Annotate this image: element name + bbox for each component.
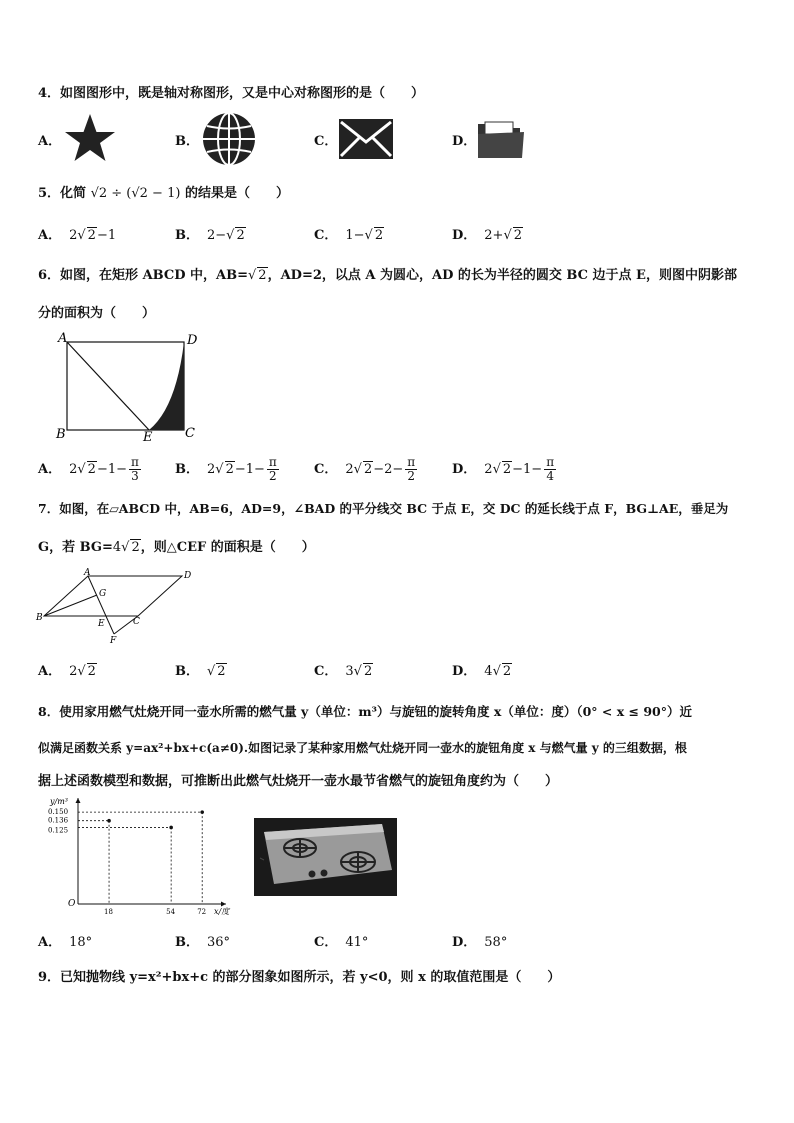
q7-option-a[interactable]: A． 2√ 2 xyxy=(38,660,97,679)
q8-option-a[interactable]: A． 18° xyxy=(38,935,93,950)
x-tick-label-1: 54 xyxy=(166,908,176,916)
x-axis-label: x/度 xyxy=(214,907,230,916)
q5-option-d[interactable]: D． 2+√ 2 xyxy=(452,224,523,243)
q6-option-a[interactable]: A． 2√ 2−1− $\frac{\pi}{3}$ xyxy=(38,456,143,483)
q4-option-b[interactable]: B． xyxy=(175,134,199,149)
segment-bg xyxy=(44,595,97,616)
label-f: F xyxy=(110,636,117,646)
q5-option-c[interactable]: C． 1−√ 2 xyxy=(314,224,384,243)
q8-option-c[interactable]: C． 41° xyxy=(314,935,369,950)
x-tick-label-0: 18 xyxy=(104,908,113,916)
q8-stem-line2: 似满足函数关系 y=ax²+bx+c(a≠0).如图记录了某种家用燃气灶烧开同一壶水的旋钮角度 x 与燃气量 y 的三组数据，根 xyxy=(38,741,687,755)
q5-option-a[interactable]: A． 2√ 2−1 xyxy=(38,224,116,243)
data-point-1 xyxy=(169,826,173,830)
q8-option-d[interactable]: D． 58° xyxy=(452,935,508,950)
label-b: B xyxy=(56,427,66,442)
q9-stem: 9．已知抛物线 y=x²+bx+c 的部分图象如图所示，若 y<0，则 x 的取值范围是（ ） xyxy=(38,970,561,985)
folder-icon xyxy=(476,118,526,160)
star-icon xyxy=(62,112,118,164)
globe-icon xyxy=(200,111,258,167)
q8-stem-line1: 8．使用家用燃气灶烧开同一壶水所需的燃气量 y（单位：m³）与旋钮的旋转角度 x（单位：度）（0° < x ≤ 90°）近 xyxy=(38,704,692,719)
q7-figure xyxy=(34,566,194,646)
q4-stem: 4．如图图形中，既是轴对称图形，又是中心对称图形的是（ ） xyxy=(38,86,425,101)
shaded-region xyxy=(149,342,184,430)
label-a: A xyxy=(84,568,91,578)
y-tick-label-1: 0.136 xyxy=(48,816,69,825)
q6-stem-line1: 6．如图，在矩形 ABCD 中，AB=√ 2，AD=2，以点 A 为圆心，AD 的长为半径的圆交 BC 边于点 E，则图中阴影部 xyxy=(38,264,737,283)
gas-stove-photo xyxy=(254,818,397,896)
label-c: C xyxy=(133,617,140,627)
label-g: G xyxy=(99,589,107,599)
label-e: E xyxy=(98,619,105,629)
y-axis-arrow xyxy=(76,798,81,803)
label-c: C xyxy=(185,426,195,441)
q6-stem-line2: 分的面积为（ ） xyxy=(38,306,156,321)
q7-stem-line2: G，若 BG=4√ 2，则△CEF 的面积是（ ） xyxy=(38,536,315,555)
q4-option-a[interactable]: A． xyxy=(38,134,62,149)
q4-option-c[interactable]: C． xyxy=(314,134,338,149)
y-tick-label-2: 0.125 xyxy=(48,826,69,835)
q5-expression: √2 ÷ (√2 − 1) xyxy=(90,186,181,201)
q6-figure xyxy=(52,330,202,445)
label-d: D xyxy=(184,571,192,581)
y-tick-label-0: 0.150 xyxy=(48,808,69,817)
q6-option-d[interactable]: D． 2√ 2−1− $\frac{\pi}{4}$ xyxy=(452,456,558,483)
y-axis-label: y/m³ xyxy=(50,797,69,806)
q5-stem: 5．化简 √2 ÷ (√2 − 1) 的结果是（ ） xyxy=(38,186,289,201)
x-tick-label-2: 72 xyxy=(197,908,207,916)
x-axis-arrow xyxy=(221,902,226,907)
label-a: A xyxy=(58,331,68,346)
q7-option-c[interactable]: C． 3√ 2 xyxy=(314,660,373,679)
envelope-icon xyxy=(338,118,394,160)
data-point-0 xyxy=(107,819,111,823)
q4-option-d[interactable]: D． xyxy=(452,134,477,149)
q7-stem-line1: 7．如图，在▱ABCD 中，AB=6，AD=9，∠BAD 的平分线交 BC 于点 E，交 DC 的延长线于点 F，BG⊥AE，垂足为 xyxy=(38,501,729,516)
q7-option-b[interactable]: B．√ 2 xyxy=(175,660,227,679)
q8-chart xyxy=(40,792,240,918)
segment-ae xyxy=(67,342,149,430)
q7-option-d[interactable]: D． 4√ 2 xyxy=(452,660,512,679)
parallelogram-abcd xyxy=(44,576,182,616)
q6-option-c[interactable]: C． 2√ 2−2− $\frac{\pi}{2}$ xyxy=(314,456,419,483)
q6-option-b[interactable]: B． 2√ 2−1− $\frac{\pi}{2}$ xyxy=(175,456,281,483)
q8-stem-line3: 据上述函数模型和数据，可推断出此燃气灶烧开一壶水最节省燃气的旋钮角度约为（ ） xyxy=(38,774,559,789)
q8-option-b[interactable]: B． 36° xyxy=(175,935,231,950)
q5-option-b[interactable]: B． 2−√ 2 xyxy=(175,224,246,243)
label-d: D xyxy=(187,333,198,348)
origin-label: O xyxy=(68,899,76,909)
data-point-2 xyxy=(200,810,204,814)
label-b: B xyxy=(36,613,43,623)
label-e: E xyxy=(143,430,153,445)
